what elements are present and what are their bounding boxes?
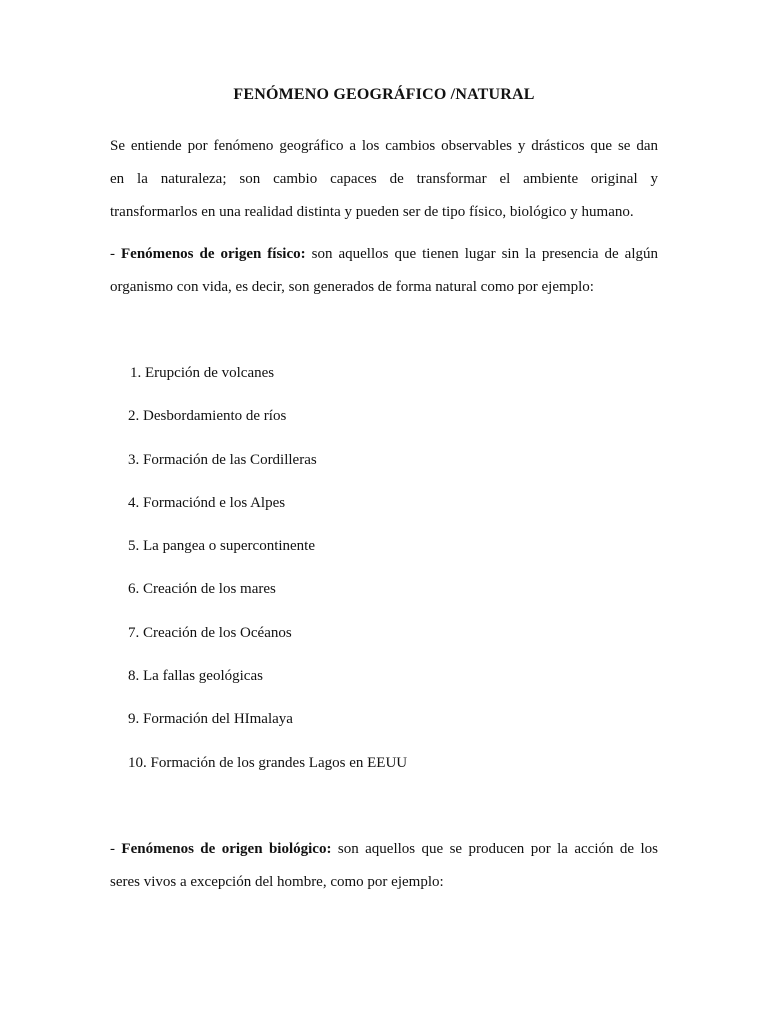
list-prefix: - xyxy=(110,841,122,857)
list-number: 8. xyxy=(128,668,140,685)
list-item-text: Formación de las Cordilleras xyxy=(143,451,317,468)
list-item xyxy=(110,747,407,790)
list-number: 5. xyxy=(128,538,140,555)
biological-origin-line: seres vivos a excepción del hombre, como por ejemplo: xyxy=(110,874,444,890)
list-item xyxy=(110,357,407,400)
list-item-text: Formación de los grandes Lagos en EEUU xyxy=(150,754,408,771)
physical-origin-text: son aquellos que tienen lugar sin la presencia de algún xyxy=(305,246,659,262)
list-number: 3. xyxy=(128,451,140,468)
intro-paragraph xyxy=(110,130,658,229)
list-item xyxy=(110,487,407,530)
list-number: 10. xyxy=(128,754,147,771)
physical-origin-heading: Fenómenos de origen físico: xyxy=(121,246,306,262)
list-item xyxy=(110,444,407,487)
list-item-text: La fallas geológicas xyxy=(143,668,263,685)
list-item xyxy=(110,530,407,573)
biological-origin-paragraph xyxy=(110,833,658,899)
list-number: 1. xyxy=(130,365,142,381)
list-item-text: Creación de los Océanos xyxy=(143,624,292,641)
intro-line: Se entiende por fenómeno geográfico a los cambios observables y drásticos que se dan xyxy=(110,138,658,154)
physical-origin-line: organismo con vida, es decir, son generados de forma natural como por ejemplo: xyxy=(110,279,594,295)
biological-origin-line xyxy=(110,833,658,866)
list-item xyxy=(110,617,407,660)
biological-origin-text: son aquellos que se producen por la acción de los xyxy=(331,841,658,857)
list-item-text: Erupción de volcanes xyxy=(145,365,275,381)
physical-origin-paragraph xyxy=(110,238,658,304)
list-item-text: Formaciónd e los Alpes xyxy=(143,494,286,511)
list-item xyxy=(110,703,407,746)
list-number: 6. xyxy=(128,581,140,598)
list-item xyxy=(110,400,407,443)
list-prefix: - xyxy=(110,246,121,262)
physical-phenomena-list xyxy=(110,357,407,790)
list-number: 2. xyxy=(128,408,140,425)
list-item-text: Creación de los mares xyxy=(143,581,276,598)
list-number: 9. xyxy=(128,711,140,728)
list-item-text: Formación del HImalaya xyxy=(143,711,293,728)
intro-line: en la naturaleza; son cambio capaces de transformar el ambiente original y xyxy=(110,171,658,187)
list-number: 4. xyxy=(128,494,140,511)
document-title: FENÓMENO GEOGRÁFICO /NATURAL xyxy=(233,86,535,103)
intro-line: transformarlos en una realidad distinta y pueden ser de tipo físico, biológico y humano. xyxy=(110,204,634,220)
physical-origin-line xyxy=(110,238,658,271)
biological-origin-heading: Fenómenos de origen biológico: xyxy=(121,841,332,857)
list-item-text: La pangea o supercontinente xyxy=(143,538,316,555)
list-item xyxy=(110,660,407,703)
list-item-text: Desbordamiento de ríos xyxy=(143,408,287,425)
list-number: 7. xyxy=(128,624,140,641)
list-item xyxy=(110,573,407,616)
